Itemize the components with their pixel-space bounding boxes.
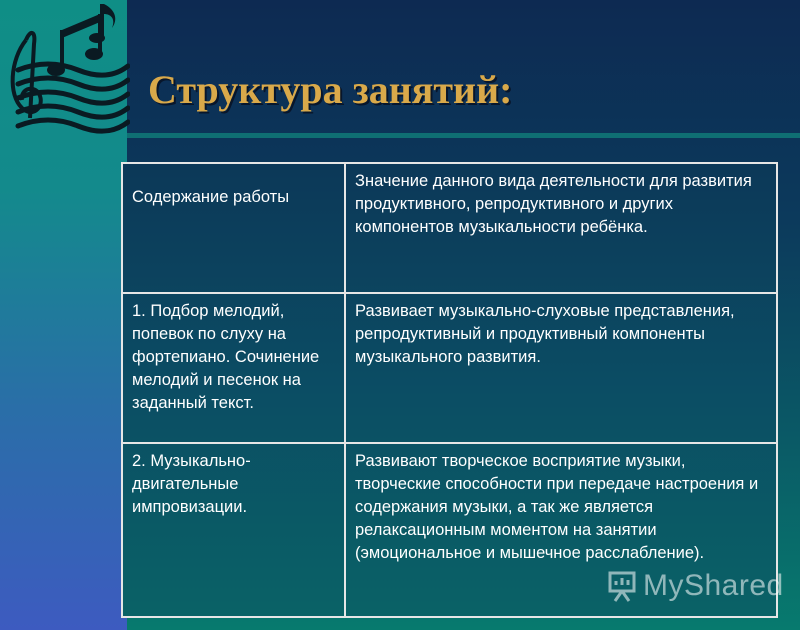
table-header-row bbox=[122, 163, 777, 293]
table-cell: Развивает музыкально-слуховые представления, репродуктивный и продуктивный компоненты музыкального развития. bbox=[345, 293, 777, 443]
title-underline bbox=[127, 133, 800, 138]
table-row bbox=[122, 293, 777, 443]
watermark bbox=[607, 566, 787, 606]
table-header-cell: Значение данного вида деятельности для развития продуктивного, репродуктивного и других компонентов музыкальности ребёнка. bbox=[345, 163, 777, 293]
table-cell: 2. Музыкально-двигательные импровизации. bbox=[122, 443, 345, 617]
presentation-board-icon bbox=[607, 569, 637, 603]
lesson-structure-table bbox=[121, 162, 778, 618]
music-notes-treble-clef-icon bbox=[0, 0, 130, 135]
table-cell: 1. Подбор мелодий, попевок по слуху на фортепиано. Сочинение мелодий и песенок на заданный текст. bbox=[122, 293, 345, 443]
table-header-cell: Содержание работы bbox=[122, 163, 345, 293]
table-cell: Развивают творческое восприятие музыки, творческие способности при передаче настроения и содержания музыки, а так же является релаксационным моментом на занятии (эмоциональное и мышечное расслабление). bbox=[345, 443, 777, 617]
watermark-text: MyShared bbox=[643, 569, 784, 602]
slide-title: Структура занятий: bbox=[148, 67, 513, 112]
